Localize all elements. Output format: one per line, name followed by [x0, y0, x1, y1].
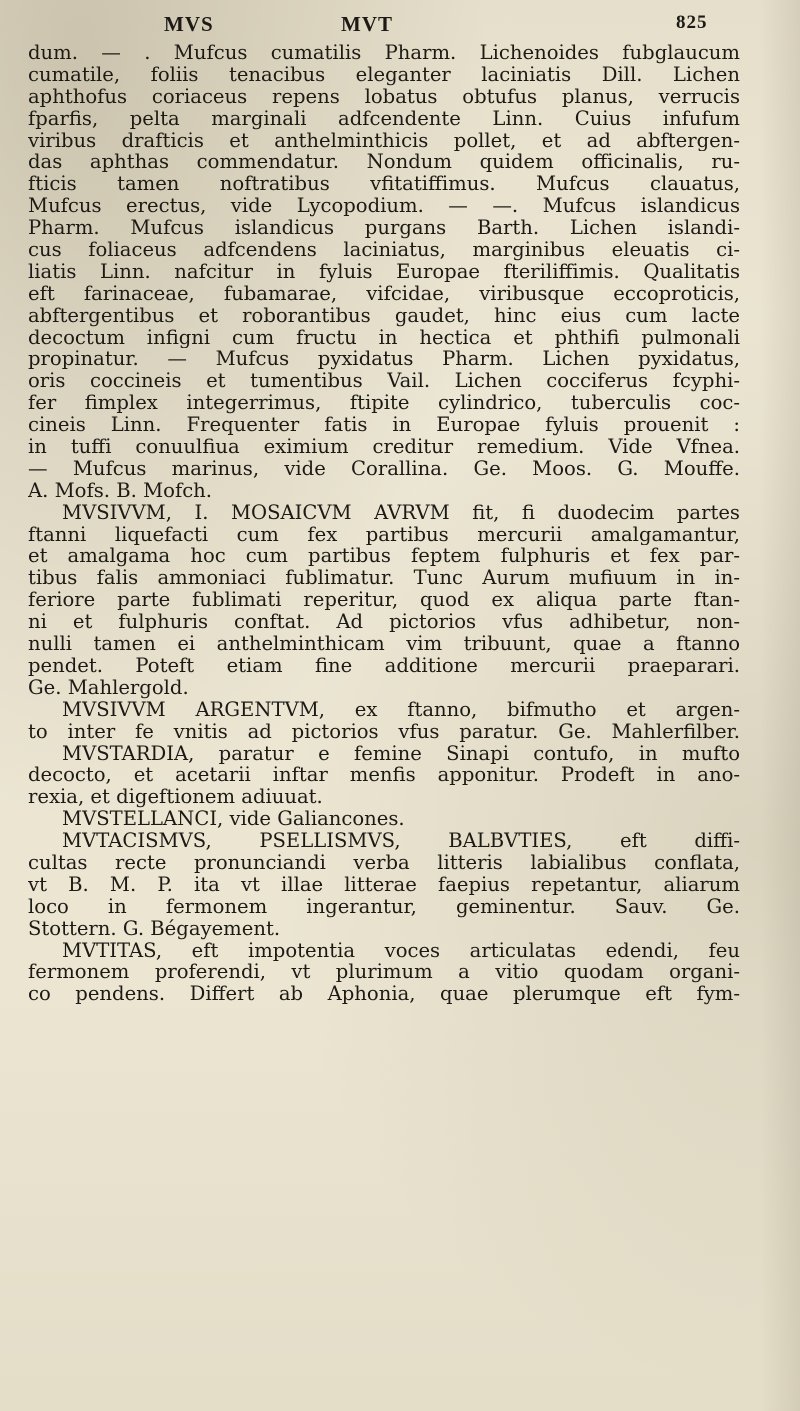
text-line: ftanni liquefacti cum fex partibus mercurii amalgamantur, — [28, 523, 740, 546]
text-line: Mufcus erectus, vide Lycopodium. — —. Mufcus islandicus — [28, 195, 740, 218]
text-line: ni et fulphuris conftat. Ad pictorios vfus adhibetur, non- — [28, 611, 740, 634]
text-line: tibus falis ammoniaci fublimatur. Tunc Aurum mufiuum in in- — [28, 567, 740, 590]
entry-heading-line: MVSIVVM, I. MOSAICVM AVRVM fit, fi duodecim partes — [62, 501, 740, 524]
page-number: 825 — [676, 12, 708, 33]
text-line: oris coccineis et tumentibus Vail. Lichen cocciferus fcyphi- — [28, 370, 740, 393]
text-line: vt B. M. P. ita vt illae litterae faepius repetantur, aliarum — [28, 873, 740, 896]
entry-heading-line: MVSTARDIA, paratur e femine Sinapi contufo, in mufto — [62, 742, 740, 765]
entry-heading-line: MVTITAS, eft impotentia voces articulatas edendi, feu — [62, 939, 740, 962]
text-line: fer fimplex integerrimus, ftipite cylindrico, tuberculis coc- — [28, 392, 740, 415]
book-page — [28, 10, 740, 1005]
text-line: — Mufcus marinus, vide Corallina. Ge. Moos. G. Mouffe. — [28, 457, 740, 480]
text-line: feriore parte fublimati reperitur, quod ex aliqua parte ftan- — [28, 589, 740, 612]
entry-heading-line: MVSTELLANCI, vide Galiancones. — [62, 808, 405, 831]
text-line: Ge. Mahlergold. — [28, 676, 189, 699]
text-line: liatis Linn. nafcitur in fyluis Europae fteriliffimis. Qualitatis — [28, 260, 740, 283]
text-line: das aphthas commendatur. Nondum quidem officinalis, ru- — [28, 151, 740, 174]
entry-heading-line: MVSIVVM ARGENTVM, ex ftanno, bifmutho et argen- — [62, 698, 740, 721]
text-line: Pharm. Mufcus islandicus purgans Barth. Lichen islandi- — [28, 217, 740, 240]
text-line: fermonem proferendi, vt plurimum a vitio quodam organi- — [28, 961, 740, 984]
text-line: propinatur. — Mufcus pyxidatus Pharm. Lichen pyxidatus, — [28, 348, 740, 371]
text-line: viribus drafticis et anthelminthicis pollet, et ad abftergen- — [28, 129, 740, 152]
text-line: in tuffi conuulfiua eximium creditur remedium. Vide Vfnea. — [28, 436, 740, 458]
text-line: rexia, et digeftionem adiuuat. — [28, 786, 323, 809]
text-line: aphthofus coriaceus repens lobatus obtufus planus, verrucis — [28, 85, 740, 108]
text-line: et amalgama hoc cum partibus feptem fulphuris et fex par- — [28, 545, 740, 568]
text-line: decocto, et acetarii inftar menfis apponitur. Prodeft in ano- — [28, 764, 740, 787]
text-line: eft farinaceae, fubamarae, vifcidae, viribusque eccoproticis, — [28, 282, 740, 305]
text-line: nulli tamen ei anthelminthicam vim tribuunt, quae a ftanno — [28, 633, 740, 655]
text-line: cus foliaceus adfcendens laciniatus, marginibus eleuatis ci- — [28, 239, 740, 261]
body-text — [28, 42, 740, 1005]
text-line: dum. — . Mufcus cumatilis Pharm. Lichenoides fubglaucum — [28, 42, 740, 64]
text-line: loco in fermonem ingerantur, geminentur. Sauv. Ge. — [28, 895, 740, 918]
running-head-left: MVS — [164, 12, 214, 36]
page-edge-shadow — [760, 0, 800, 1411]
text-line: Stottern. G. Bégayement. — [28, 917, 281, 940]
text-line: cineis Linn. Frequenter fatis in Europae fyluis prouenit : — [28, 414, 740, 437]
text-line: fparfis, pelta marginali adfcendente Linn. Cuius infufum — [28, 107, 740, 130]
text-line: decoctum infigni cum fructu in hectica et phthifi pulmonali — [28, 326, 740, 349]
text-line: cumatile, foliis tenacibus eleganter laciniatis Dill. Lichen — [28, 63, 740, 86]
running-head — [28, 10, 740, 40]
running-head-center: MVT — [341, 12, 393, 36]
text-line: fticis tamen noftratibus vfitatiffimus. Mufcus clauatus, — [28, 173, 740, 196]
text-line: A. Mofs. B. Mofch. — [28, 479, 213, 502]
text-line: cultas recte pronunciandi verba litteris labialibus conflata, — [28, 851, 740, 874]
text-line: co pendens. Differt ab Aphonia, quae plerumque eft fym- — [28, 983, 740, 1006]
entry-heading-line: MVTACISMVS, PSELLISMVS, BALBVTIES, eft diffi- — [62, 830, 740, 852]
text-line: to inter fe vnitis ad pictorios vfus paratur. Ge. Mahlerfilber. — [28, 720, 740, 743]
text-line: pendet. Poteft etiam fine additione mercurii praeparari. — [28, 654, 740, 677]
text-line: abftergentibus et roborantibus gaudet, hinc eius cum lacte — [28, 304, 740, 327]
